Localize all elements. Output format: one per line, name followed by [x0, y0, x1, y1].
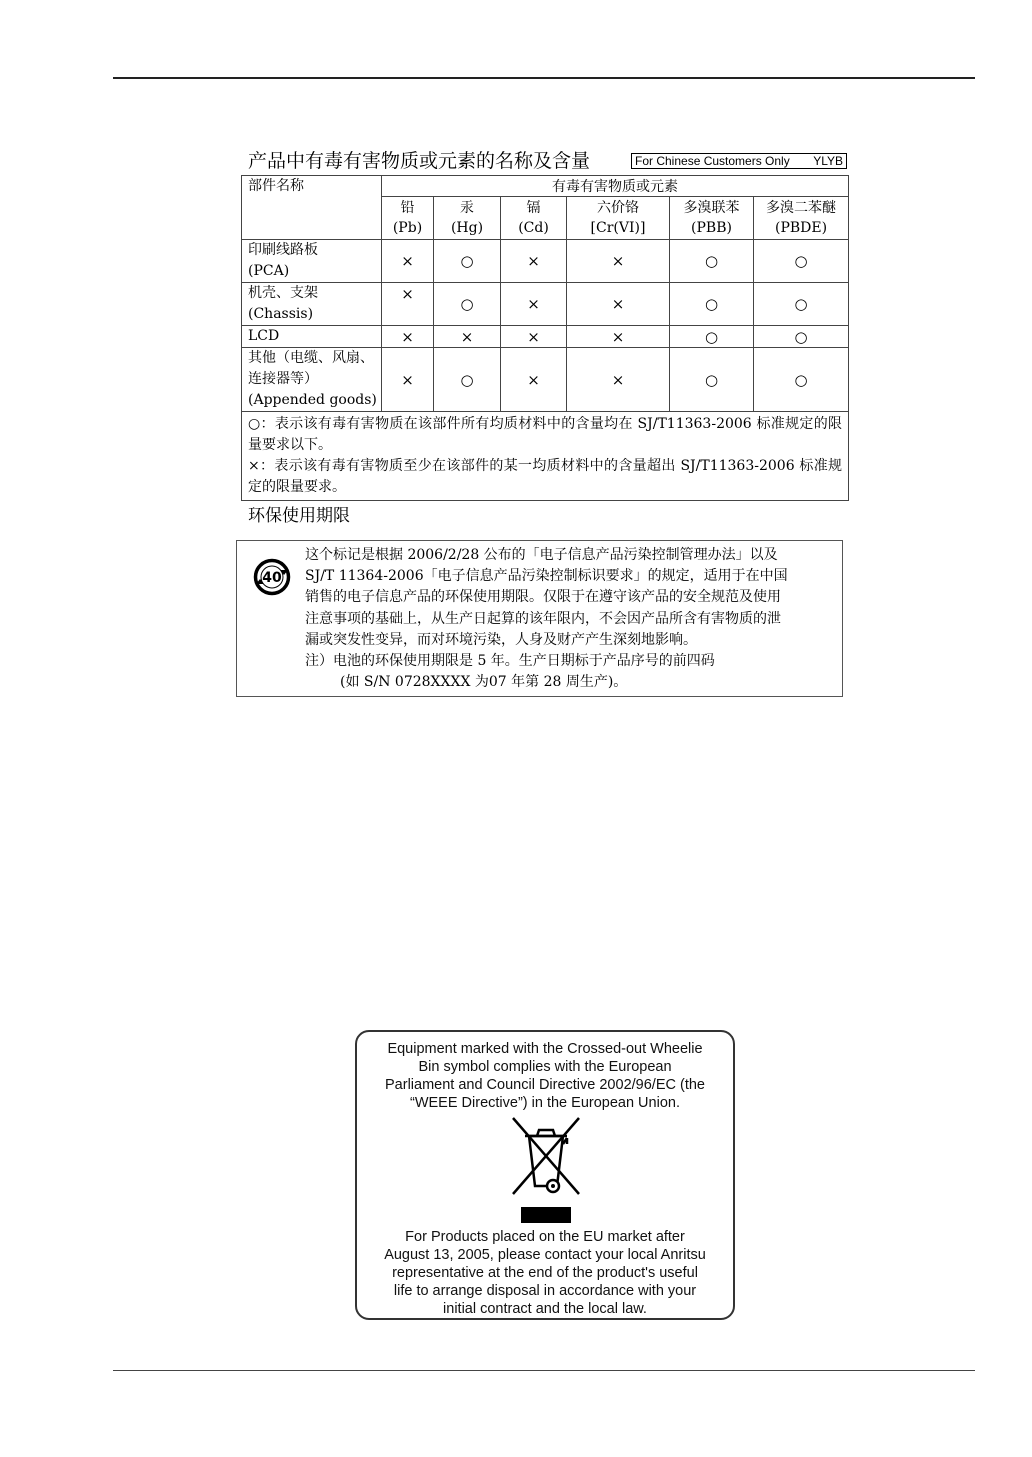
- crossed-out-wheelie-bin-icon: [507, 1114, 583, 1226]
- env-line: 销售的电子信息产品的环保使用期限。仅限于在遵守该产品的安全规范及使用: [305, 589, 781, 606]
- mark-cell: ○: [670, 240, 754, 283]
- mark-cell: ○: [670, 326, 754, 348]
- mark-cell: ○: [754, 326, 849, 348]
- env-line: 注意事项的基础上，从生产日起算的该年限内，不会因产品所含有害物质的泄: [305, 610, 781, 627]
- env-period-box: [236, 540, 843, 697]
- hazardous-substances-table: [241, 175, 849, 501]
- mark-cell: ×: [501, 240, 567, 283]
- weee-notice-box: [355, 1030, 735, 1320]
- table-row: [242, 283, 849, 326]
- substance-header: 多溴二苯醚 (PBDE): [754, 197, 849, 240]
- mark-cell: ×: [501, 348, 567, 412]
- mark-cell: ×: [382, 283, 434, 326]
- env-line: 漏或突发性变异，而对环境污染，人身及财产产生深刻地影响。: [305, 631, 697, 648]
- mark-cell: ×: [567, 240, 670, 283]
- env-line: 这个标记是根据 2006/2/28 公布的「电子信息产品污染控制管理办法」以及: [305, 547, 778, 563]
- weee-eu-market-text: For Products placed on the EU market after August 13, 2005, please contact your local Anritsu representative at the end of the product's useful life to arrange disposal in accordance with your initial contract and the local law.: [384, 1229, 706, 1317]
- customer-note-box: [631, 153, 847, 169]
- mark-cell: ○: [670, 348, 754, 412]
- mark-cell: ×: [382, 326, 434, 348]
- table-row: [242, 348, 849, 412]
- mark-cell: ○: [754, 283, 849, 326]
- table-title: 产品中有毒有害物质或元素的名称及含量: [248, 150, 591, 172]
- part-name-cell: 机壳、支架 (Chassis): [242, 283, 382, 326]
- mark-cell: ○: [434, 348, 501, 412]
- env-period-40-icon: [253, 558, 291, 596]
- mark-cell: ○: [434, 240, 501, 283]
- substance-header: 多溴联苯 (PBB): [670, 197, 754, 240]
- table-row: [242, 240, 849, 283]
- note-cross: ×：表示该有毒有害物质至少在该部件的某一均质材料中的含量超出 SJ/T11363-2006 标准规定的限量要求。: [248, 458, 843, 495]
- env-line: 注）电池的环保使用期限是 5 年。生产日期标于产品序号的前四码: [305, 653, 715, 670]
- env-line: SJ/T 11364-2006「电子信息产品污染控制标识要求」的规定，适用于在中国: [305, 568, 788, 585]
- customer-note-code: YLYB: [813, 154, 843, 168]
- table-notes: [242, 412, 849, 501]
- substance-header: 汞 (Hg): [434, 197, 501, 240]
- mark-cell: ○: [434, 283, 501, 326]
- mark-cell: ×: [567, 283, 670, 326]
- table-row: [242, 326, 849, 348]
- mark-cell: ×: [567, 348, 670, 412]
- env-line: (如 S/N 0728XXXX 为07 年第 28 周生产)。: [340, 674, 628, 691]
- env-period-title: 环保使用期限: [248, 506, 350, 526]
- mark-cell: ×: [434, 326, 501, 348]
- env-period-text: [305, 545, 837, 693]
- weee-intro-text: Equipment marked with the Crossed-out Wheelie Bin symbol complies with the European Parliament and Council Directive 2002/96/EC (the “WEEE Directive”) in the European Union.: [385, 1041, 705, 1111]
- note-circle: ○：表示该有毒有害物质在该部件所有均质材料中的含量均在 SJ/T11363-2006 标准规定的限量要求以下。: [248, 416, 843, 453]
- env-logo-number: 40: [262, 570, 282, 586]
- mark-cell: ×: [382, 348, 434, 412]
- header-rule: [113, 77, 975, 79]
- part-name-header: 部件名称: [242, 176, 382, 240]
- mark-cell: ○: [670, 283, 754, 326]
- substance-group-header: 有毒有害物质或元素: [382, 176, 849, 197]
- substance-header: 镉 (Cd): [501, 197, 567, 240]
- part-name-cell: 其他（电缆、风扇、 连接器等） (Appended goods): [242, 348, 382, 412]
- part-name-cell: LCD: [242, 326, 382, 348]
- substance-header: 铅 (Pb): [382, 197, 434, 240]
- substance-header: 六价铬 [Cr(VI)]: [567, 197, 670, 240]
- mark-cell: ○: [754, 348, 849, 412]
- customer-note-text: For Chinese Customers Only: [635, 154, 790, 168]
- footer-rule: [113, 1370, 975, 1371]
- mark-cell: ×: [382, 240, 434, 283]
- mark-cell: ×: [501, 326, 567, 348]
- mark-cell: ×: [567, 326, 670, 348]
- mark-cell: ○: [754, 240, 849, 283]
- mark-cell: ×: [501, 283, 567, 326]
- part-name-cell: 印刷线路板 (PCA): [242, 240, 382, 283]
